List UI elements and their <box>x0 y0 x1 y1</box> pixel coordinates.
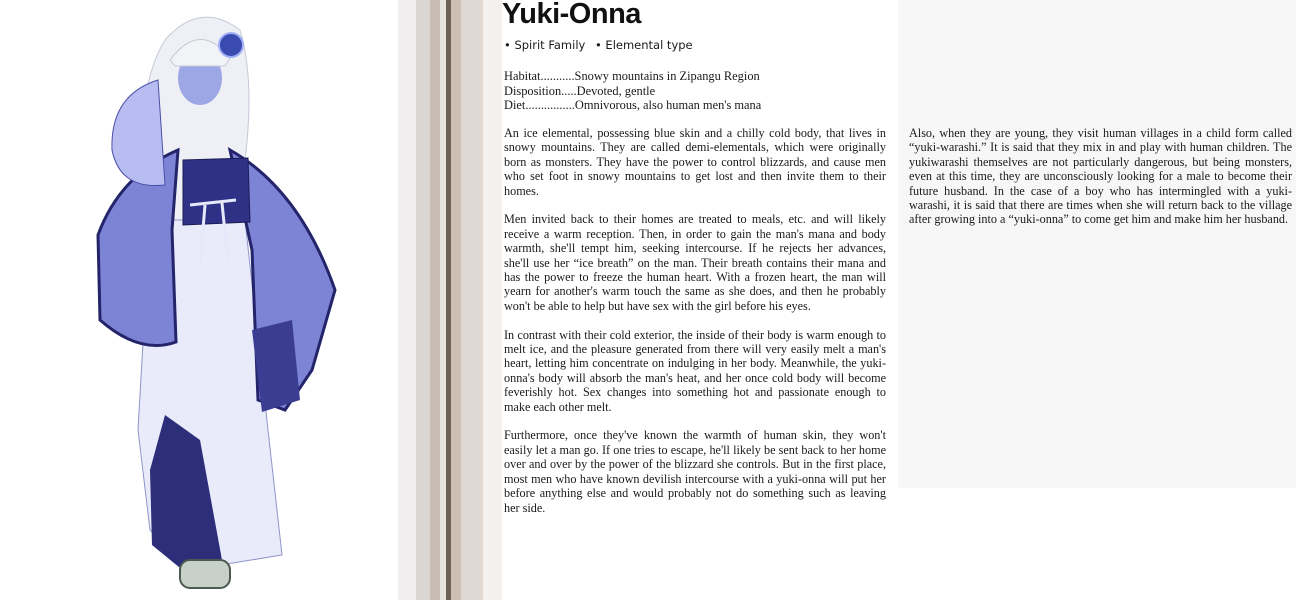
sandals <box>180 560 230 588</box>
stat-value: Omnivorous, also human men's mana <box>574 98 762 112</box>
body-paragraph: In contrast with their cold exterior, the inside of their body is warm enough to melt ice, and the pleasure generated from there will very easily melt a man's heart, letting him concentrate on indulging in her body. Meanwhile, the yuki-onna's body will absorb the man's heat, and her once cold body will become feverishly hot. Sex changes into something hot and passionate enough to make each other melt. <box>504 327 886 414</box>
stat-label: Habitat........... <box>504 69 575 83</box>
left-sleeve-inner <box>112 80 165 186</box>
body-paragraph: Also, when they are young, they visit human villages in a child form called “yuki-warashi.” It is said that they mix in and play with human children. The yukiwarashi themselves are not particularly dangerous, but being monsters, even at this time, they are unconsciously looking for a male to become their future husband. In the case of a boy who has intermingled with a yuki-warashi, it is said that there are times when she will return back to the village after growing into a “yuki-onna” to come get him and make him her husband. <box>909 126 1292 227</box>
yuki-onna-illustration <box>0 0 398 600</box>
entry-stats <box>504 69 761 113</box>
snowflake-hair-ornament <box>219 33 243 57</box>
body-paragraph: Furthermore, once they've known the warmth of human skin, they won't easily let a man go. If one tries to escape, he'll likely be sent back to her home over and over by the power of the blizzard she controls. But in the first place, most men who have known devilish intercourse with a yuki-onna will put her before anything else and would probably not do something such as leaving her side. <box>504 428 886 515</box>
stat-label: Disposition..... <box>504 83 577 98</box>
entry-title: Yuki-Onna <box>502 0 641 30</box>
tag-type: • Elemental type <box>594 38 693 52</box>
right-text-column <box>909 126 1292 241</box>
stat-disposition <box>504 84 761 99</box>
body-paragraph: Men invited back to their homes are treated to meals, etc. and will likely receive a warm reception. Then, in order to gain the man's mana and body warmth, she'll tempt him, seeking intercourse. If he rejects her advances, she'll use her “ice breath” on the man. Their breath contains their mana and has the power to freeze the human heart. With a frozen heart, the man will yearn for another's warm touch the same as she does, and then he probably won't be able to help but have sex with the girl before his eyes. <box>504 212 886 313</box>
stat-diet <box>504 98 761 113</box>
body-paragraph: An ice elemental, possessing blue skin and a chilly cold body, that lives in snowy mountains. They are called demi-elementals, which were originally born as monsters. They have the power to control blizzards, and cause men who set foot in snowy mountains to get lost and then invite them to their homes. <box>504 126 886 198</box>
stat-habitat <box>504 69 761 84</box>
stat-value: Snowy mountains in Zipangu Region <box>574 69 760 83</box>
entry-tags <box>504 38 693 52</box>
stat-value: Devoted, gentle <box>576 83 656 98</box>
book-spine <box>398 0 502 600</box>
tag-family: • Spirit Family <box>504 38 586 52</box>
stat-label: Diet................ <box>504 98 575 112</box>
obi-sash <box>183 158 250 225</box>
left-text-column <box>504 126 886 529</box>
right-page-panel <box>898 0 1296 488</box>
